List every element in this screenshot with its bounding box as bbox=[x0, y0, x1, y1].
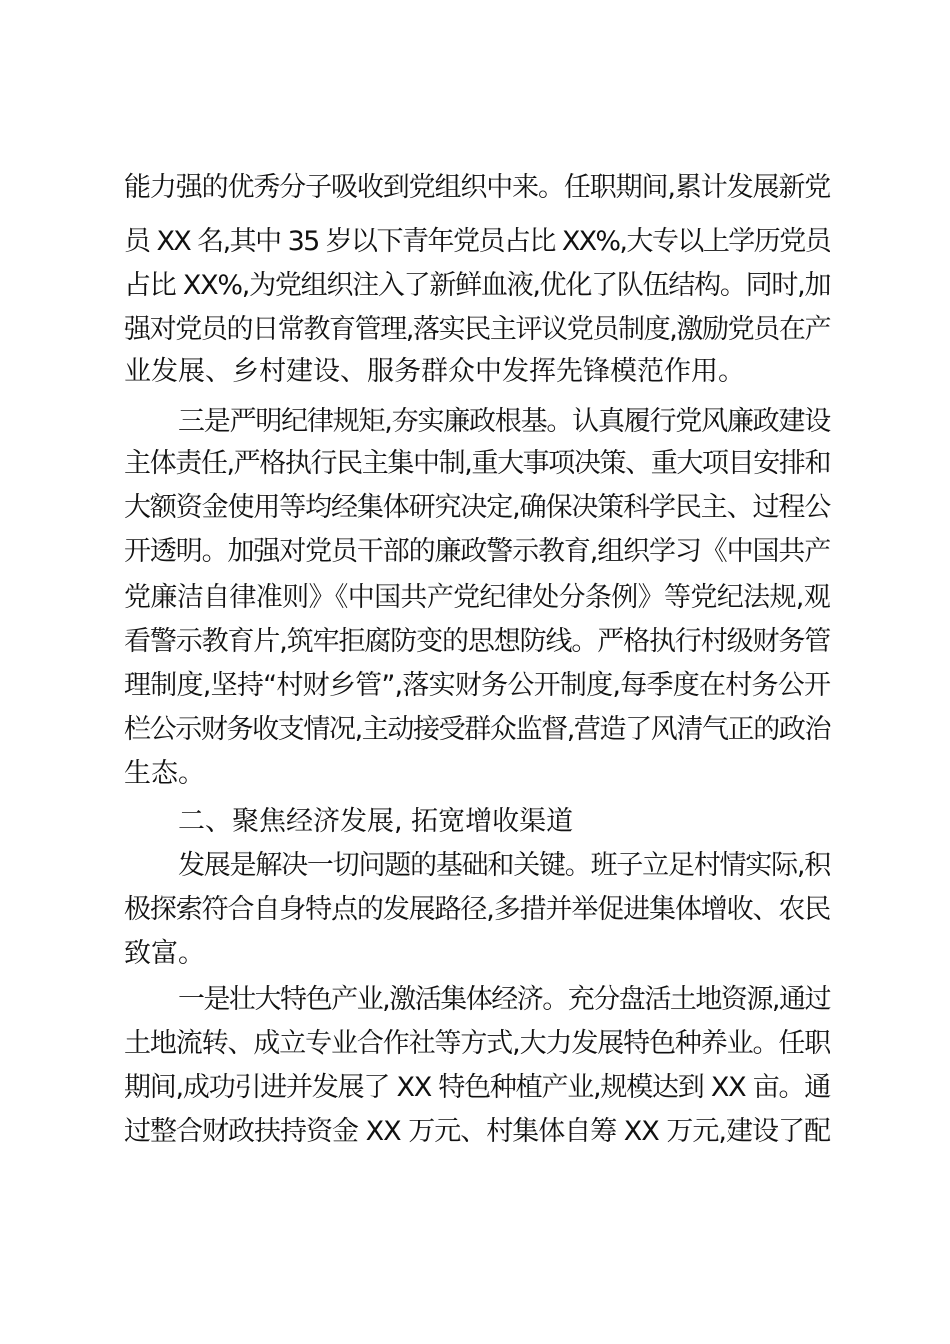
body-line: 强对党员的日常教育管理,落实民主评议党员制度,激励党员在产 bbox=[124, 314, 830, 345]
body-line: 极探索符合自身特点的发展路径,多措并举促进集体增收、农民 bbox=[124, 894, 830, 925]
body-line: 生态。 bbox=[124, 758, 205, 789]
body-line: 理制度,坚持“村财乡管”,落实财务公开制度,每季度在村务公开 bbox=[124, 670, 831, 701]
paragraph-first-line: 发展是解决一切问题的基础和关键。班子立足村情实际,积 bbox=[178, 850, 830, 881]
body-line: 员 XX 名,其中 35 岁以下青年党员占比 XX%,大专以上学历党员 bbox=[124, 226, 830, 257]
section-heading: 二、聚焦经济发展, 拓宽增收渠道 bbox=[178, 806, 574, 837]
body-line: 主体责任,严格执行民主集中制,重大事项决策、重大项目安排和 bbox=[124, 448, 830, 479]
body-line: 期间,成功引进并发展了 XX 特色种植产业,规模达到 XX 亩。通 bbox=[124, 1072, 830, 1103]
body-line: 占比 XX%,为党组织注入了新鲜血液,优化了队伍结构。同时,加 bbox=[124, 270, 831, 301]
paragraph-first-line: 三是严明纪律规矩,夯实廉政根基。认真履行党风廉政建设 bbox=[178, 406, 830, 437]
body-line: 看警示教育片,筑牢拒腐防变的思想防线。严格执行村级财务管 bbox=[124, 626, 830, 657]
body-line: 过整合财政扶持资金 XX 万元、村集体自筹 XX 万元,建设了配 bbox=[124, 1116, 830, 1147]
body-line: 能力强的优秀分子吸收到党组织中来。任职期间,累计发展新党 bbox=[124, 172, 830, 203]
body-line: 党廉洁自律准则》《中国共产党纪律处分条例》等党纪法规,观 bbox=[124, 582, 830, 613]
paragraph-first-line: 一是壮大特色产业,激活集体经济。充分盘活土地资源,通过 bbox=[178, 984, 830, 1015]
body-line: 土地流转、成立专业合作社等方式,大力发展特色种养业。任职 bbox=[124, 1028, 830, 1059]
body-line: 大额资金使用等均经集体研究决定,确保决策科学民主、过程公 bbox=[124, 492, 830, 523]
body-line: 业发展、乡村建设、服务群众中发挥先锋模范作用。 bbox=[124, 356, 745, 387]
body-line: 致富。 bbox=[124, 938, 205, 969]
body-line: 开透明。加强对党员干部的廉政警示教育,组织学习《中国共产 bbox=[124, 536, 830, 567]
body-line: 栏公示财务收支情况,主动接受群众监督,营造了风清气正的政治 bbox=[124, 714, 830, 745]
